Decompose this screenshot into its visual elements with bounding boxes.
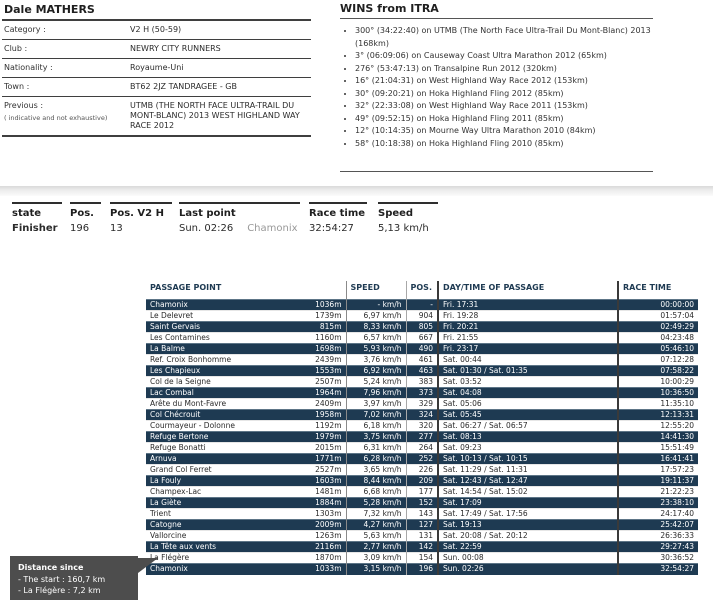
field-value: BT62 2JZ TANDRAGEE - GB bbox=[130, 82, 237, 91]
win-item: • 16° (21:04:31) on West Highland Way Race 2012 (153km) bbox=[355, 75, 653, 88]
race-time-cell: 07:12:28 bbox=[618, 355, 698, 366]
speed-cell: 6,57 km/h bbox=[346, 333, 406, 344]
win-item: • 30° (09:20:21) on Hoka Highland Fling 2012 (85km) bbox=[355, 88, 653, 101]
altitude-cell: 815m bbox=[319, 322, 342, 331]
point-name-cell: Chamonix bbox=[150, 300, 188, 309]
day-time-cell: Sun. 00:08 bbox=[438, 553, 618, 564]
day-time-cell: Sun. 02:26 bbox=[438, 564, 618, 575]
info-row bbox=[2, 59, 311, 78]
position-cell: 196 bbox=[406, 564, 438, 575]
position-cell: 383 bbox=[406, 377, 438, 388]
point-name-cell: Col de la Seigne bbox=[150, 377, 211, 386]
win-item: • 32° (22:33:08) on West Highland Way Race 2011 (153km) bbox=[355, 100, 653, 113]
position-cell: 152 bbox=[406, 498, 438, 509]
race-time-cell: 05:46:10 bbox=[618, 344, 698, 355]
day-time-cell: Sat. 20:08 / Sat. 20:12 bbox=[438, 531, 618, 542]
header-race-time: RACE TIME bbox=[618, 281, 698, 300]
table-row[interactable] bbox=[146, 564, 698, 575]
race-time-cell: 23:38:10 bbox=[618, 498, 698, 509]
altitude-cell: 1033m bbox=[315, 564, 342, 574]
point-name-cell: Courmayeur - Dolonne bbox=[150, 421, 235, 430]
day-time-cell: Sat. 05:06 bbox=[438, 399, 618, 410]
position-cell: 142 bbox=[406, 542, 438, 553]
race-time-cell: 32:54:27 bbox=[618, 564, 698, 575]
table-row[interactable] bbox=[146, 399, 698, 410]
field-label: Town : bbox=[4, 82, 30, 91]
point-name-cell: Vallorcine bbox=[150, 531, 187, 540]
altitude-cell: 1553m bbox=[315, 366, 342, 375]
table-row[interactable] bbox=[146, 498, 698, 509]
altitude-cell: 2527m bbox=[315, 465, 342, 474]
point-name-cell: La Balme bbox=[150, 344, 185, 353]
position-cell: 127 bbox=[406, 520, 438, 531]
day-time-cell: Fri. 17:31 bbox=[438, 300, 618, 311]
tooltip-pointer-icon bbox=[138, 558, 158, 573]
day-time-cell: Fri. 23:17 bbox=[438, 344, 618, 355]
passage-table bbox=[146, 281, 698, 575]
race-time-cell: 16:41:41 bbox=[618, 454, 698, 465]
position-cell: 320 bbox=[406, 421, 438, 432]
table-row[interactable] bbox=[146, 465, 698, 476]
status-value-race-time bbox=[309, 223, 367, 235]
point-name-cell: Trient bbox=[150, 509, 171, 518]
altitude-cell: 1958m bbox=[315, 410, 342, 419]
field-label: Club : bbox=[4, 44, 28, 53]
point-name-cell: Le Delevret bbox=[150, 311, 194, 320]
position-cell: 324 bbox=[406, 410, 438, 421]
altitude-cell: 2015m bbox=[315, 443, 342, 452]
status-value-text: 5,13 km/h bbox=[378, 223, 429, 234]
table-row[interactable] bbox=[146, 432, 698, 443]
race-time-cell: 24:17:40 bbox=[618, 509, 698, 520]
race-time-cell: 10:36:50 bbox=[618, 388, 698, 399]
table-row[interactable] bbox=[146, 355, 698, 366]
win-item: • 276° (53:47:13) on Transalpine Run 2012 (320km) bbox=[355, 63, 653, 76]
position-cell: 131 bbox=[406, 531, 438, 542]
wins-title: WINS from ITRA bbox=[340, 2, 653, 19]
altitude-cell: 1481m bbox=[315, 487, 342, 496]
status-col-last-point bbox=[179, 202, 300, 235]
point-name-cell: Arête du Mont-Favre bbox=[150, 399, 227, 408]
table-row[interactable] bbox=[146, 311, 698, 322]
status-label-race-time: Race time bbox=[309, 208, 366, 219]
position-cell: 904 bbox=[406, 311, 438, 322]
win-item: • 300° (34:22:40) on UTMB (The North Face Ultra-Trail Du Mont-Blanc) 2013 (168km) bbox=[355, 25, 653, 50]
status-value-text: Finisher bbox=[12, 223, 58, 234]
point-name-cell: Les Contamines bbox=[150, 333, 210, 342]
table-row[interactable] bbox=[146, 421, 698, 432]
day-time-cell: Sat. 00:44 bbox=[438, 355, 618, 366]
point-name-cell: Saint Gervais bbox=[150, 322, 201, 331]
speed-cell: 3,97 km/h bbox=[346, 399, 406, 410]
win-item: • 3° (06:09:06) on Causeway Coast Ultra Marathon 2012 (65km) bbox=[355, 50, 653, 63]
header-pos: POS. bbox=[406, 281, 438, 300]
speed-cell: 3,75 km/h bbox=[346, 432, 406, 443]
race-time-cell: 00:00:00 bbox=[618, 300, 698, 311]
altitude-cell: 2507m bbox=[315, 377, 342, 386]
race-time-cell: 07:58:22 bbox=[618, 366, 698, 377]
wins-section bbox=[340, 2, 653, 172]
field-label: Previous : bbox=[4, 101, 44, 110]
day-time-cell: Sat. 03:52 bbox=[438, 377, 618, 388]
field-label: Nationality : bbox=[4, 63, 53, 72]
table-row[interactable] bbox=[146, 443, 698, 454]
position-cell: 177 bbox=[406, 487, 438, 498]
position-cell: 329 bbox=[406, 399, 438, 410]
header-speed: SPEED bbox=[346, 281, 406, 300]
status-bar bbox=[12, 202, 438, 235]
day-time-cell: Sat. 17:09 bbox=[438, 498, 618, 509]
status-value-speed bbox=[378, 223, 438, 235]
field-value: Royaume-Uni bbox=[130, 63, 184, 72]
win-item: • 12° (10:14:35) on Mourne Way Ultra Marathon 2010 (84km) bbox=[355, 125, 653, 138]
speed-cell: 8,33 km/h bbox=[346, 322, 406, 333]
position-cell: 373 bbox=[406, 388, 438, 399]
status-label-pos-v2-h: Pos. V2 H bbox=[110, 208, 164, 219]
status-value-pos-v2-h bbox=[110, 223, 172, 235]
table-row[interactable] bbox=[146, 454, 698, 465]
passage-table-header-row bbox=[146, 281, 698, 300]
speed-cell: 5,28 km/h bbox=[346, 498, 406, 509]
status-value-text: 32:54:27 bbox=[309, 223, 354, 234]
race-time-cell: 26:36:33 bbox=[618, 531, 698, 542]
race-time-cell: 19:11:37 bbox=[618, 476, 698, 487]
altitude-cell: 2009m bbox=[315, 520, 342, 529]
speed-cell: - km/h bbox=[346, 300, 406, 311]
position-cell: 461 bbox=[406, 355, 438, 366]
day-time-cell: Sat. 17:49 / Sat. 17:56 bbox=[438, 509, 618, 520]
speed-cell: 6,18 km/h bbox=[346, 421, 406, 432]
field-value: V2 H (50-59) bbox=[130, 25, 182, 34]
speed-cell: 2,77 km/h bbox=[346, 542, 406, 553]
race-time-cell: 12:55:20 bbox=[618, 421, 698, 432]
point-name-cell: La Giète bbox=[150, 498, 182, 507]
speed-cell: 8,44 km/h bbox=[346, 476, 406, 487]
table-row[interactable] bbox=[146, 410, 698, 421]
section-divider bbox=[0, 186, 713, 196]
point-name-cell: Champex-Lac bbox=[150, 487, 202, 496]
speed-cell: 6,28 km/h bbox=[346, 454, 406, 465]
position-cell: 463 bbox=[406, 366, 438, 377]
table-row[interactable] bbox=[146, 520, 698, 531]
header-passage-point: PASSAGE POINT bbox=[150, 283, 222, 292]
tooltip-lines bbox=[18, 574, 132, 596]
day-time-cell: Sat. 04:08 bbox=[438, 388, 618, 399]
altitude-cell: 1771m bbox=[315, 454, 342, 463]
field-label-wrap bbox=[4, 25, 130, 35]
table-row[interactable] bbox=[146, 377, 698, 388]
altitude-cell: 1979m bbox=[315, 432, 342, 441]
status-label-pos-: Pos. bbox=[70, 208, 94, 219]
status-col-speed bbox=[378, 202, 438, 235]
info-row bbox=[2, 97, 311, 137]
point-name-cell: Refuge Bertone bbox=[150, 432, 209, 441]
speed-cell: 3,65 km/h bbox=[346, 465, 406, 476]
field-label-wrap bbox=[4, 44, 130, 54]
table-row[interactable] bbox=[146, 553, 698, 564]
speed-cell: 7,02 km/h bbox=[346, 410, 406, 421]
status-col-race-time bbox=[309, 202, 367, 235]
point-name-cell: Catogne bbox=[150, 520, 182, 529]
runner-fields bbox=[2, 21, 311, 137]
speed-cell: 6,31 km/h bbox=[346, 443, 406, 454]
day-time-cell: Sat. 01:30 / Sat. 01:35 bbox=[438, 366, 618, 377]
tooltip-line: - La Flégère : 7,2 km bbox=[18, 586, 101, 595]
status-value-secondary: Chamonix bbox=[247, 223, 298, 234]
point-name-cell: La Fouly bbox=[150, 476, 182, 485]
altitude-cell: 1964m bbox=[315, 388, 342, 397]
position-cell: 490 bbox=[406, 344, 438, 355]
position-cell: 252 bbox=[406, 454, 438, 465]
altitude-cell: 2439m bbox=[315, 355, 342, 364]
field-value: NEWRY CITY RUNNERS bbox=[130, 44, 221, 53]
field-label-wrap bbox=[4, 82, 130, 92]
speed-cell: 7,32 km/h bbox=[346, 509, 406, 520]
day-time-cell: Sat. 05:45 bbox=[438, 410, 618, 421]
status-value-last-point bbox=[179, 223, 300, 235]
day-time-cell: Sat. 10:13 / Sat. 10:15 bbox=[438, 454, 618, 465]
day-time-cell: Sat. 22:59 bbox=[438, 542, 618, 553]
table-row[interactable] bbox=[146, 300, 698, 311]
point-name-cell: La Tête aux vents bbox=[150, 542, 217, 551]
point-name-cell: Col Chécrouit bbox=[150, 410, 201, 419]
altitude-cell: 1739m bbox=[315, 311, 342, 320]
position-cell: 226 bbox=[406, 465, 438, 476]
wins-list bbox=[340, 25, 653, 150]
info-row bbox=[2, 78, 311, 97]
speed-cell: 5,63 km/h bbox=[346, 531, 406, 542]
race-time-cell: 02:49:29 bbox=[618, 322, 698, 333]
altitude-cell: 1698m bbox=[315, 344, 342, 353]
speed-cell: 3,15 km/h bbox=[346, 564, 406, 575]
speed-cell: 3,76 km/h bbox=[346, 355, 406, 366]
header-day-time: DAY/TIME OF PASSAGE bbox=[438, 281, 618, 300]
position-cell: 143 bbox=[406, 509, 438, 520]
position-cell: 805 bbox=[406, 322, 438, 333]
table-row[interactable] bbox=[146, 542, 698, 553]
altitude-cell: 1263m bbox=[315, 531, 342, 540]
table-row[interactable] bbox=[146, 388, 698, 399]
day-time-cell: Fri. 19:28 bbox=[438, 311, 618, 322]
speed-cell: 3,09 km/h bbox=[346, 553, 406, 564]
field-value: UTMB (THE NORTH FACE ULTRA-TRAIL DU MONT-BLANC) 2013 WEST HIGHLAND WAY RACE 2012 bbox=[130, 101, 300, 130]
passage-table-section bbox=[146, 281, 698, 575]
day-time-cell: Sat. 06:27 / Sat. 06:57 bbox=[438, 421, 618, 432]
status-col-state bbox=[12, 202, 62, 235]
status-value-text: 13 bbox=[110, 223, 123, 234]
position-cell: 264 bbox=[406, 443, 438, 454]
race-time-cell: 29:27:43 bbox=[618, 542, 698, 553]
day-time-cell: Fri. 21:55 bbox=[438, 333, 618, 344]
race-time-cell: 17:57:23 bbox=[618, 465, 698, 476]
race-time-cell: 12:13:31 bbox=[618, 410, 698, 421]
status-value-text: 196 bbox=[70, 223, 90, 234]
point-name-cell: Lac Combal bbox=[150, 388, 194, 397]
race-time-cell: 25:42:07 bbox=[618, 520, 698, 531]
position-cell: 277 bbox=[406, 432, 438, 443]
runner-name: Dale MATHERS bbox=[2, 2, 311, 21]
day-time-cell: Fri. 20:21 bbox=[438, 322, 618, 333]
position-cell: 667 bbox=[406, 333, 438, 344]
table-row[interactable] bbox=[146, 333, 698, 344]
race-time-cell: 30:36:52 bbox=[618, 553, 698, 564]
status-value-pos- bbox=[70, 223, 101, 235]
tooltip-title: Distance since bbox=[18, 563, 84, 572]
table-row[interactable] bbox=[146, 344, 698, 355]
status-label-last-point: Last point bbox=[179, 208, 236, 219]
field-label: Category : bbox=[4, 25, 46, 34]
race-time-cell: 15:51:49 bbox=[618, 443, 698, 454]
status-label-speed: Speed bbox=[378, 208, 414, 219]
position-cell: 209 bbox=[406, 476, 438, 487]
status-col-pos-v2-h bbox=[110, 202, 172, 235]
table-row[interactable] bbox=[146, 509, 698, 520]
table-row[interactable] bbox=[146, 531, 698, 542]
point-name-cell: La Flégère bbox=[150, 553, 190, 562]
point-name-cell: Les Chapieux bbox=[150, 366, 201, 375]
position-cell: - bbox=[406, 300, 438, 311]
race-time-cell: 01:57:04 bbox=[618, 311, 698, 322]
table-row[interactable] bbox=[146, 487, 698, 498]
speed-cell: 5,93 km/h bbox=[346, 344, 406, 355]
race-time-cell: 11:35:10 bbox=[618, 399, 698, 410]
altitude-cell: 1036m bbox=[315, 300, 342, 309]
field-label-wrap bbox=[4, 63, 130, 73]
status-value-state bbox=[12, 223, 62, 235]
field-label-wrap bbox=[4, 101, 130, 131]
point-name-cell: Refuge Bonatti bbox=[150, 443, 206, 452]
altitude-cell: 1603m bbox=[315, 476, 342, 485]
day-time-cell: Sat. 12:43 / Sat. 12:47 bbox=[438, 476, 618, 487]
table-row[interactable] bbox=[146, 366, 698, 377]
position-cell: 154 bbox=[406, 553, 438, 564]
day-time-cell: Sat. 11:29 / Sat. 11:31 bbox=[438, 465, 618, 476]
day-time-cell: Sat. 09:23 bbox=[438, 443, 618, 454]
status-col-pos- bbox=[70, 202, 101, 235]
table-row[interactable] bbox=[146, 476, 698, 487]
altitude-cell: 1160m bbox=[315, 333, 342, 342]
status-label-state: state bbox=[12, 208, 42, 219]
altitude-cell: 1884m bbox=[315, 498, 342, 507]
point-name-cell: Ref. Croix Bonhomme bbox=[150, 355, 232, 364]
info-row bbox=[2, 40, 311, 59]
speed-cell: 7,96 km/h bbox=[346, 388, 406, 399]
race-time-cell: 04:23:48 bbox=[618, 333, 698, 344]
table-row[interactable] bbox=[146, 322, 698, 333]
speed-cell: 6,92 km/h bbox=[346, 366, 406, 377]
speed-cell: 5,24 km/h bbox=[346, 377, 406, 388]
tooltip-line: - The start : 160,7 km bbox=[18, 575, 106, 584]
point-name-cell: Chamonix bbox=[150, 564, 188, 574]
race-time-cell: 14:41:30 bbox=[618, 432, 698, 443]
info-row bbox=[2, 21, 311, 40]
speed-cell: 6,68 km/h bbox=[346, 487, 406, 498]
altitude-cell: 1870m bbox=[315, 553, 342, 562]
race-time-cell: 10:00:29 bbox=[618, 377, 698, 388]
race-time-cell: 21:22:23 bbox=[618, 487, 698, 498]
altitude-cell: 2116m bbox=[315, 542, 342, 551]
day-time-cell: Sat. 19:13 bbox=[438, 520, 618, 531]
runner-info-card bbox=[2, 2, 311, 137]
distance-tooltip bbox=[10, 556, 138, 600]
altitude-cell: 1192m bbox=[315, 421, 342, 430]
altitude-cell: 2409m bbox=[315, 399, 342, 408]
win-item: • 58° (10:18:38) on Hoka Highland Fling 2010 (85km) bbox=[355, 138, 653, 151]
win-item: • 49° (09:52:15) on Hoka Highland Fling 2011 (85km) bbox=[355, 113, 653, 126]
point-name-cell: Grand Col Ferret bbox=[150, 465, 212, 474]
speed-cell: 4,27 km/h bbox=[346, 520, 406, 531]
status-value-text: Sun. 02:26 bbox=[179, 223, 234, 234]
day-time-cell: Sat. 14:54 / Sat. 15:02 bbox=[438, 487, 618, 498]
altitude-cell: 1303m bbox=[315, 509, 342, 518]
day-time-cell: Sat. 08:13 bbox=[438, 432, 618, 443]
point-name-cell: Arnuva bbox=[150, 454, 177, 463]
field-sublabel: ( indicative and not exhaustive) bbox=[4, 114, 108, 122]
speed-cell: 6,97 km/h bbox=[346, 311, 406, 322]
